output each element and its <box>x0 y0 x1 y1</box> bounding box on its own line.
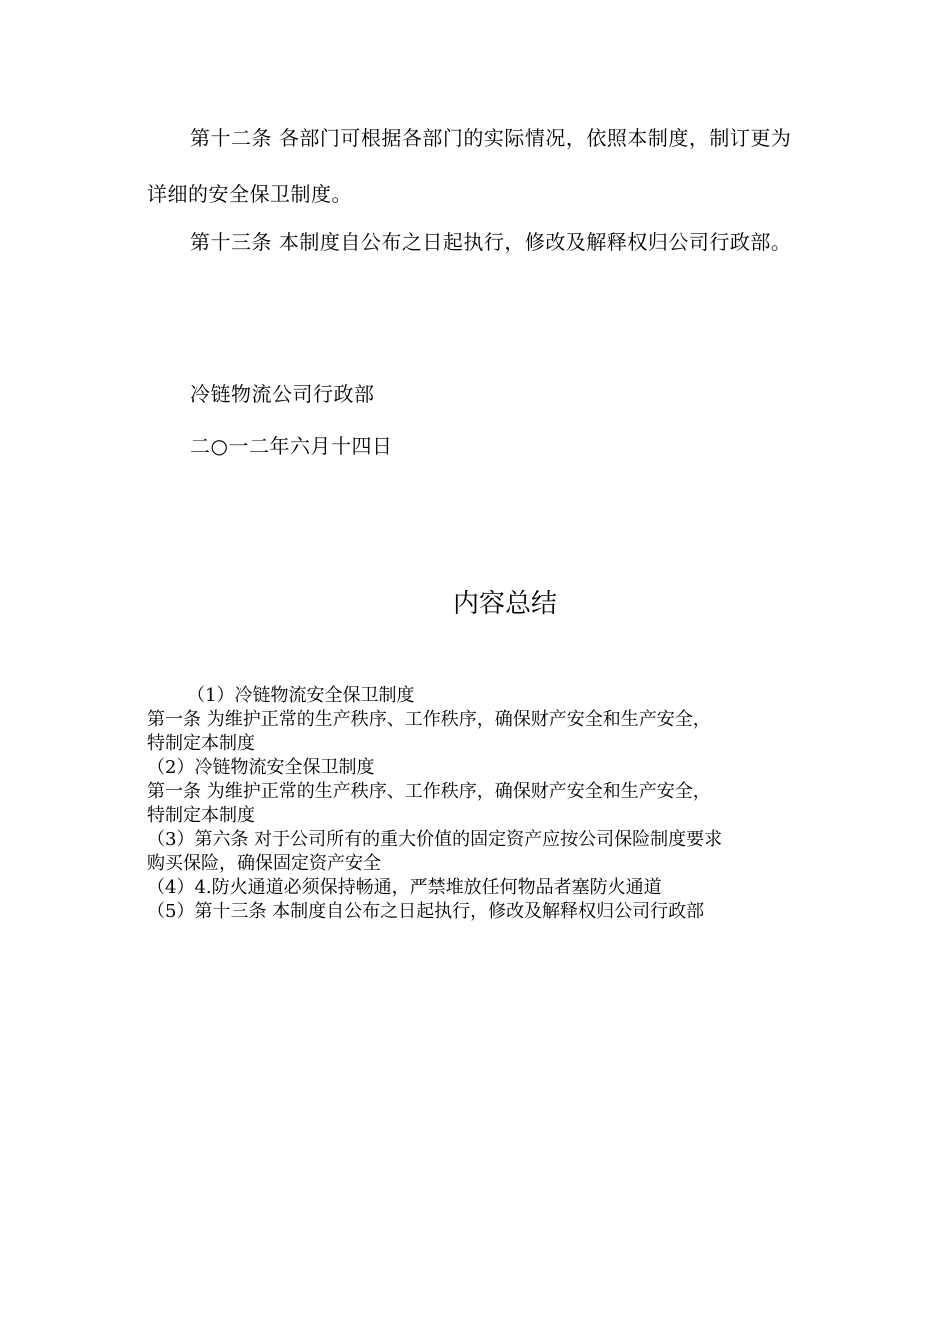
summary-line: （2）冷链物流安全保卫制度 <box>147 757 375 778</box>
signature-date: 二○一二年六月十四日 <box>190 434 393 458</box>
summary-line: 第一条 为维护正常的生产秩序、工作秩序，确保财产安全和生产安全， <box>147 781 711 802</box>
article-12: 第十二条 各部门可根据各部门的实际情况，依照本制度，制订更为详细的安全保卫制度。 <box>147 126 792 206</box>
article-13: 第十三条 本制度自公布之日起执行，修改及解释权归公司行政部。 <box>190 230 792 254</box>
summary-line: 购买保险，确保固定资产安全 <box>147 853 381 874</box>
summary-block <box>147 684 817 924</box>
summary-line: 特制定本制度 <box>147 805 255 826</box>
signature-org: 冷链物流公司行政部 <box>190 382 375 406</box>
summary-line: （3）第六条 对于公司所有的重大价值的固定资产应按公司保险制度要求 <box>147 829 723 850</box>
summary-line: 第一条 为维护正常的生产秩序、工作秩序，确保财产安全和生产安全， <box>147 709 711 730</box>
summary-line: （4）4.防火通道必须保持畅通，严禁堆放任何物品者塞防火通道 <box>147 877 662 898</box>
summary-line: （5）第十三条 本制度自公布之日起执行，修改及解释权归公司行政部 <box>147 901 705 922</box>
summary-title: 内容总结 <box>452 589 557 619</box>
summary-line: 特制定本制度 <box>147 733 255 754</box>
summary-line: （1）冷链物流安全保卫制度 <box>187 685 415 706</box>
